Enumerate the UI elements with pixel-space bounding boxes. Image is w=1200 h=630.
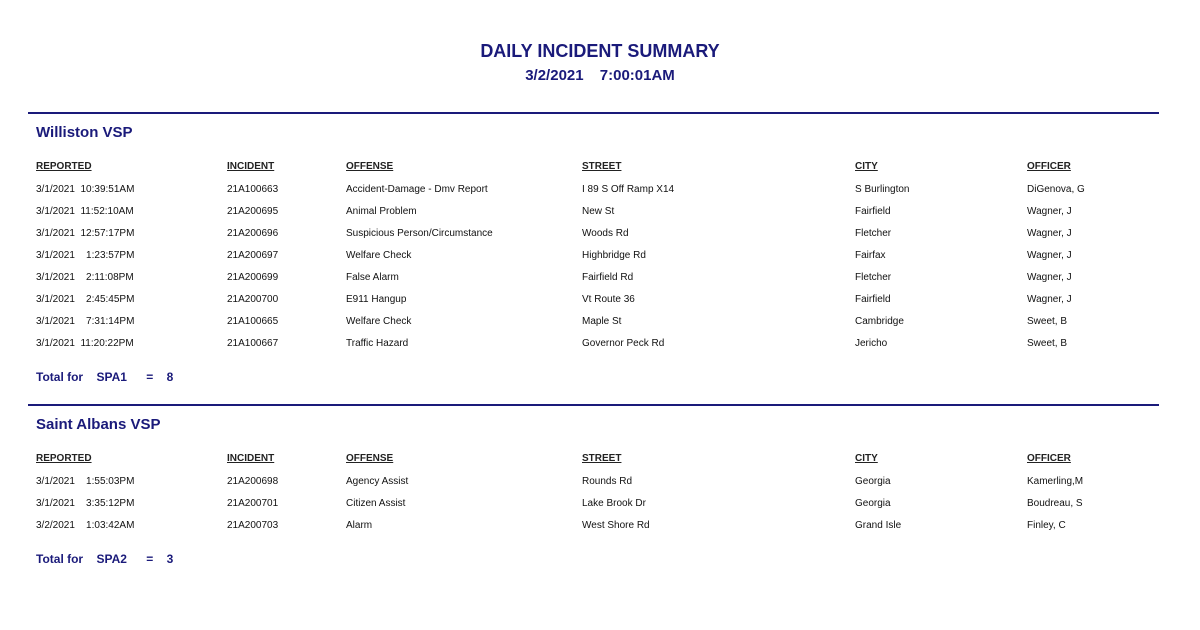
cell-city: Cambridge	[855, 316, 904, 327]
col-offense: OFFENSE	[346, 453, 394, 464]
cell-street: Woods Rd	[582, 228, 629, 239]
cell-reported: 3/1/2021 12:57:17PM	[36, 228, 135, 239]
cell-officer: Wagner, J	[1027, 272, 1072, 283]
cell-offense: Citizen Assist	[346, 498, 406, 509]
col-offense: OFFENSE	[346, 161, 394, 172]
total-code: SPA1	[96, 370, 127, 384]
cell-officer: Wagner, J	[1027, 294, 1072, 305]
cell-city: Fletcher	[855, 228, 892, 239]
cell-street: Highbridge Rd	[582, 250, 646, 261]
section-divider	[28, 112, 1159, 114]
col-officer: OFFICER	[1027, 453, 1071, 464]
table-row	[0, 272, 1200, 294]
cell-reported: 3/1/2021 1:55:03PM	[36, 476, 135, 487]
report-time: 7:00:01AM	[599, 67, 675, 84]
col-officer: OFFICER	[1027, 161, 1071, 172]
total-count: 8	[166, 370, 174, 384]
cell-offense: False Alarm	[346, 272, 399, 283]
section-total	[36, 370, 173, 384]
table-row	[0, 250, 1200, 272]
report-header	[0, 40, 1200, 86]
cell-reported: 3/1/2021 1:23:57PM	[36, 250, 135, 261]
cell-street: Rounds Rd	[582, 476, 633, 487]
section-total	[36, 552, 173, 566]
total-count: 3	[166, 552, 174, 566]
cell-offense: Animal Problem	[346, 206, 417, 217]
table-row	[0, 476, 1200, 498]
table-row	[0, 206, 1200, 228]
cell-reported: 3/1/2021 2:11:08PM	[36, 272, 134, 283]
cell-incident: 21A100663	[227, 184, 279, 195]
cell-incident: 21A200700	[227, 294, 279, 305]
cell-officer: Boudreau, S	[1027, 498, 1083, 509]
cell-officer: Kamerling,M	[1027, 476, 1084, 487]
cell-street: Lake Brook Dr	[582, 498, 646, 509]
table-row	[0, 316, 1200, 338]
report-date: 3/2/2021	[525, 67, 584, 84]
section-divider	[28, 404, 1159, 406]
table-row	[0, 520, 1200, 542]
cell-incident: 21A100665	[227, 316, 279, 327]
cell-reported: 3/1/2021 10:39:51AM	[36, 184, 135, 195]
cell-city: Fletcher	[855, 272, 892, 283]
cell-incident: 21A200698	[227, 476, 279, 487]
cell-reported: 3/1/2021 2:45:45PM	[36, 294, 135, 305]
table-row	[0, 228, 1200, 250]
cell-city: Fairfax	[855, 250, 886, 261]
cell-offense: Traffic Hazard	[346, 338, 409, 349]
cell-offense: Accident-Damage - Dmv Report	[346, 184, 488, 195]
total-equals: =	[146, 370, 154, 384]
cell-city: Georgia	[855, 498, 891, 509]
cell-incident: 21A200699	[227, 272, 279, 283]
cell-reported: 3/1/2021 11:52:10AM	[36, 206, 134, 217]
cell-street: Maple St	[582, 316, 622, 327]
cell-reported: 3/1/2021 7:31:14PM	[36, 316, 135, 327]
cell-incident: 21A200695	[227, 206, 279, 217]
report-datetime	[0, 66, 1200, 86]
cell-incident: 21A100667	[227, 338, 279, 349]
cell-street: Vt Route 36	[582, 294, 635, 305]
cell-street: Fairfield Rd	[582, 272, 634, 283]
col-city: CITY	[855, 161, 878, 172]
cell-offense: E911 Hangup	[346, 294, 407, 305]
cell-city: Jericho	[855, 338, 888, 349]
cell-officer: DiGenova, G	[1027, 184, 1085, 195]
col-reported: REPORTED	[36, 453, 92, 464]
col-street: STREET	[582, 161, 622, 172]
table-row	[0, 338, 1200, 360]
cell-city: Fairfield	[855, 294, 891, 305]
cell-officer: Wagner, J	[1027, 228, 1072, 239]
col-reported: REPORTED	[36, 161, 92, 172]
cell-incident: 21A200703	[227, 520, 279, 531]
cell-officer: Wagner, J	[1027, 206, 1072, 217]
cell-offense: Agency Assist	[346, 476, 409, 487]
cell-reported: 3/2/2021 1:03:42AM	[36, 520, 135, 531]
cell-city: Fairfield	[855, 206, 891, 217]
section-title: Williston VSP	[36, 124, 133, 141]
cell-incident: 21A200697	[227, 250, 279, 261]
cell-incident: 21A200696	[227, 228, 279, 239]
cell-street: I 89 S Off Ramp X14	[582, 184, 675, 195]
total-equals: =	[146, 552, 154, 566]
total-code: SPA2	[96, 552, 127, 566]
report-title: DAILY INCIDENT SUMMARY	[480, 41, 720, 61]
cell-city: Georgia	[855, 476, 891, 487]
col-street: STREET	[582, 453, 622, 464]
cell-street: Governor Peck Rd	[582, 338, 665, 349]
cell-street: West Shore Rd	[582, 520, 650, 531]
cell-incident: 21A200701	[227, 498, 279, 509]
table-row	[0, 184, 1200, 206]
col-incident: INCIDENT	[227, 453, 275, 464]
cell-offense: Welfare Check	[346, 250, 412, 261]
section-title: Saint Albans VSP	[36, 416, 161, 433]
cell-officer: Wagner, J	[1027, 250, 1072, 261]
col-incident: INCIDENT	[227, 161, 275, 172]
cell-city: S Burlington	[855, 184, 910, 195]
table-row	[0, 294, 1200, 316]
cell-offense: Welfare Check	[346, 316, 412, 327]
cell-street: New St	[582, 206, 615, 217]
cell-officer: Finley, C	[1027, 520, 1066, 531]
col-city: CITY	[855, 453, 878, 464]
cell-officer: Sweet, B	[1027, 316, 1068, 327]
table-row	[0, 498, 1200, 520]
cell-city: Grand Isle	[855, 520, 902, 531]
total-label: Total for	[36, 370, 84, 384]
cell-offense: Suspicious Person/Circumstance	[346, 228, 493, 239]
cell-reported: 3/1/2021 11:20:22PM	[36, 338, 134, 349]
cell-officer: Sweet, B	[1027, 338, 1068, 349]
total-label: Total for	[36, 552, 84, 566]
cell-reported: 3/1/2021 3:35:12PM	[36, 498, 135, 509]
cell-offense: Alarm	[346, 520, 373, 531]
